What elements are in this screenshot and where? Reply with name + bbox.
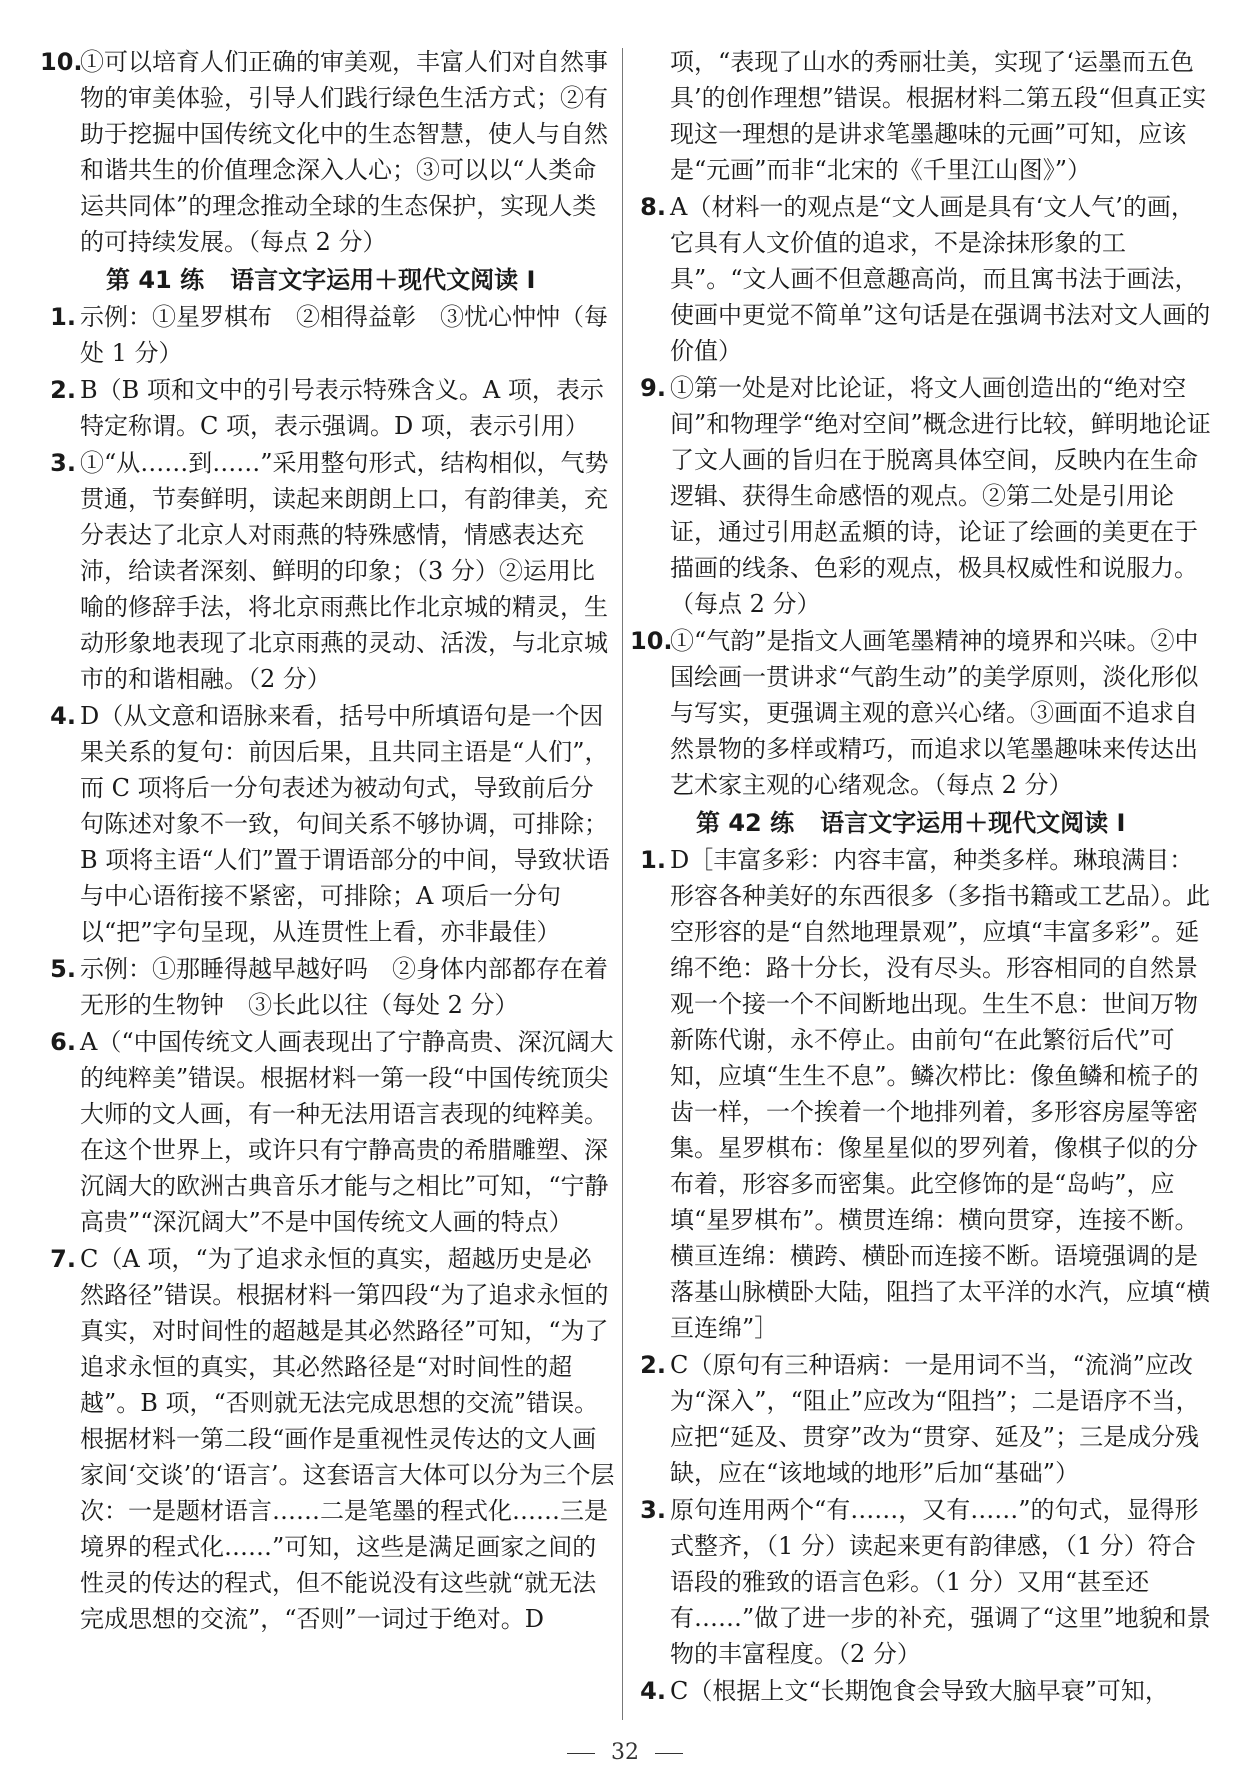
answer-item <box>630 370 1215 622</box>
answer-item <box>630 189 1215 369</box>
answer-number: 10. <box>40 48 83 76</box>
answer-item <box>630 1492 1215 1672</box>
answer-text: C（原句有三种语病：一是用词不当，“流淌”应改为“深入”，“阻止”应改为“阻挡”；二是语序不当，应把“延及、贯穿”改为“贯穿、延及”；三是成分残缺，应在“该地域的地形”后加“基础”） <box>670 1351 1200 1487</box>
answer-item <box>40 1024 615 1240</box>
section-number: 第 41 练 <box>106 266 205 294</box>
section-number: 第 42 练 <box>696 809 795 837</box>
page-number: 32 <box>611 1740 639 1765</box>
answer-number: 3. <box>640 1496 666 1524</box>
answer-item <box>630 623 1215 803</box>
section-title: 语言文字运用＋现代文阅读 Ⅰ <box>820 809 1126 837</box>
answer-number: 2. <box>50 376 76 404</box>
section-heading-42 <box>630 804 1215 842</box>
answer-text: 示例：①星罗棋布 ②相得益彰 ③忧心忡忡（每处 1 分） <box>80 303 608 367</box>
answer-text: A（“中国传统文人画表现出了宁静高贵、深沉阔大的纯粹美”错误。根据材料一第一段“中国传统顶尖大师的文人画，有一种无法用语言表现的纯粹美。在这个世界上，或许只有宁静高贵的希腊雕塑、深沉阔大的欧洲古典音乐才能与之相比”可知，“宁静高贵”“深沉阔大”不是中国传统文人画的特点） <box>80 1028 614 1236</box>
answer-item <box>40 372 615 444</box>
answer-item <box>40 44 615 260</box>
answer-text: ①“从……到……”采用整句形式，结构相似，气势贯通，节奏鲜明，读起来朗朗上口，有韵律美，充分表达了北京人对雨燕的特殊感情，情感表达充沛，给读者深刻、鲜明的印象；（3 分）②运用比喻的修辞手法，将北京雨燕比作北京城的精灵，生动形象地表现了北京雨燕的灵动、活泼，与北京城市的和谐相融。（2 分） <box>80 449 609 693</box>
answer-text: C（A 项，“为了追求永恒的真实，超越历史是必然路径”错误。根据材料一第四段“为了追求永恒的真实，对时间性的超越是其必然路径”可知，“为了追求永恒的真实，其必然路径是“对时间性的超越”。B 项，“否则就无法完成思想的交流”错误。根据材料一第二段“画作是重视性灵传达的文人画家间‘交谈’的‘语言’。这套语言大体可以分为三个层次：一是题材语言……二是笔墨的程式化……三是境界的程式化……”可知，这些是满足画家之间的性灵的传达的程式，但不能说没有这些就“就无法完成思想的交流”，“否则”一词过于绝对。D <box>80 1245 615 1633</box>
answer-number: 6. <box>50 1028 76 1056</box>
answer-number: 2. <box>640 1351 666 1379</box>
right-column <box>630 44 1215 1710</box>
answer-item <box>40 951 615 1023</box>
page-footer <box>0 1740 1250 1765</box>
answer-number: 1. <box>50 303 76 331</box>
answer-item <box>630 842 1215 1346</box>
footer-dash-right <box>655 1753 683 1754</box>
answer-text: 项，“表现了山水的秀丽壮美，实现了‘运墨而五色具’的创作理想”错误。根据材料二第五段“但真正实现这一理想的是讲求笔墨趣味的元画”可知，应该是“元画”而非“北宋的《千里江山图》”） <box>670 48 1207 184</box>
answer-text: C（根据上文“长期饱食会导致大脑早衰”可知， <box>670 1677 1169 1705</box>
answer-text: ①“气韵”是指文人画笔墨精神的境界和兴味。②中国绘画一贯讲求“气韵生动”的美学原则，淡化形似与写实，更强调主观的意兴心绪。③画面不追求自然景物的多样或精巧，而追求以笔墨趣味来传达出艺术家主观的心绪观念。（每点 2 分） <box>670 627 1199 799</box>
answer-text: A（材料一的观点是“文人画是具有‘文人气’的画，它具有人文价值的追求，不是涂抹形象的工具”。“文人画不但意趣高尚，而且寓书法于画法，使画中更觉不简单”这句话是在强调书法对文人画的价值） <box>670 193 1211 365</box>
answer-text: 原句连用两个“有……，又有……”的句式，显得形式整齐，（1 分）读起来更有韵律感，（1 分）符合语段的雅致的语言色彩。（1 分）又用“甚至还有……”做了进一步的补充，强调了“这里”地貌和景物的丰富程度。（2 分） <box>670 1496 1211 1668</box>
answer-item <box>40 445 615 697</box>
footer-dash-left <box>567 1753 595 1754</box>
answer-text: ①可以培育人们正确的审美观，丰富人们对自然事物的审美体验，引导人们践行绿色生活方式；②有助于挖掘中国传统文化中的生态智慧，使人与自然和谐共生的价值理念深入人心；③可以以“人类命运共同体”的理念推动全球的生态保护，实现人类的可持续发展。（每点 2 分） <box>80 48 608 256</box>
answer-text: B（B 项和文中的引号表示特殊含义。A 项，表示特定称谓。C 项，表示强调。D 项，表示引用） <box>80 376 604 440</box>
answer-number: 1. <box>640 846 666 874</box>
answer-number: 5. <box>50 955 76 983</box>
answer-number: 10. <box>630 627 673 655</box>
answer-text: D［丰富多彩：内容丰富，种类多样。琳琅满目：形容各种美好的东西很多（多指书籍或工艺品）。此空形容的是“自然地理景观”，应填“丰富多彩”。延绵不绝：路十分长，没有尽头。形容相同的自然景观一个接一个不间断地出现。生生不息：世间万物新陈代谢，永不停止。由前句“在此繁衍后代”可知，应填“生生不息”。鳞次栉比：像鱼鳞和梳子的齿一样，一个挨着一个地排列着，多形容房屋等密集。星罗棋布：像星星似的罗列着，像棋子似的分布着，形容多而密集。此空修饰的是“岛屿”，应填“星罗棋布”。横贯连绵：横向贯穿，连接不断。横亘连绵：横跨、横卧而连接不断。语境强调的是落基山脉横卧大陆，阻挡了太平洋的水汽，应填“横亘连绵”］ <box>670 846 1211 1342</box>
answer-item <box>40 1241 615 1637</box>
answer-number: 4. <box>640 1677 666 1705</box>
answer-item <box>40 698 615 950</box>
answer-number: 7. <box>50 1245 76 1273</box>
answer-number: 3. <box>50 449 76 477</box>
answer-item <box>630 44 1215 188</box>
answer-text: D（从文意和语脉来看，括号中所填语句是一个因果关系的复句：前因后果，且共同主语是“人们”，而 C 项将后一分句表述为被动句式，导致前后分句陈述对象不一致，句间关系不够协调，可排除；B 项将主语“人们”置于谓语部分的中间，导致状语与中心语衔接不紧密，可排除；A 项后一分句以“把”字句呈现，从连贯性上看，亦非最佳） <box>80 702 610 946</box>
answer-item <box>630 1673 1215 1709</box>
left-column <box>40 44 615 1638</box>
answer-item <box>40 299 615 371</box>
column-divider <box>622 48 623 1720</box>
section-heading-41 <box>40 261 615 299</box>
answer-text: ①第一处是对比论证，将文人画创造出的“绝对空间”和物理学“绝对空间”概念进行比较，鲜明地论证了文人画的旨归在于脱离具体空间，反映内在生命逻辑、获得生命感悟的观点。②第二处是引用论证，通过引用赵孟頫的诗，论证了绘画的美更在于描画的线条、色彩的观点，极具权威性和说服力。（每点 2 分） <box>670 374 1211 618</box>
answer-text: 示例：①那睡得越早越好吗 ②身体内部都存在着无形的生物钟 ③长此以往（每处 2 分） <box>80 955 608 1019</box>
answer-number: 9. <box>640 374 666 402</box>
section-title: 语言文字运用＋现代文阅读 Ⅰ <box>230 266 536 294</box>
answer-item <box>630 1347 1215 1491</box>
answer-number: 4. <box>50 702 76 730</box>
answer-number: 8. <box>640 193 666 221</box>
